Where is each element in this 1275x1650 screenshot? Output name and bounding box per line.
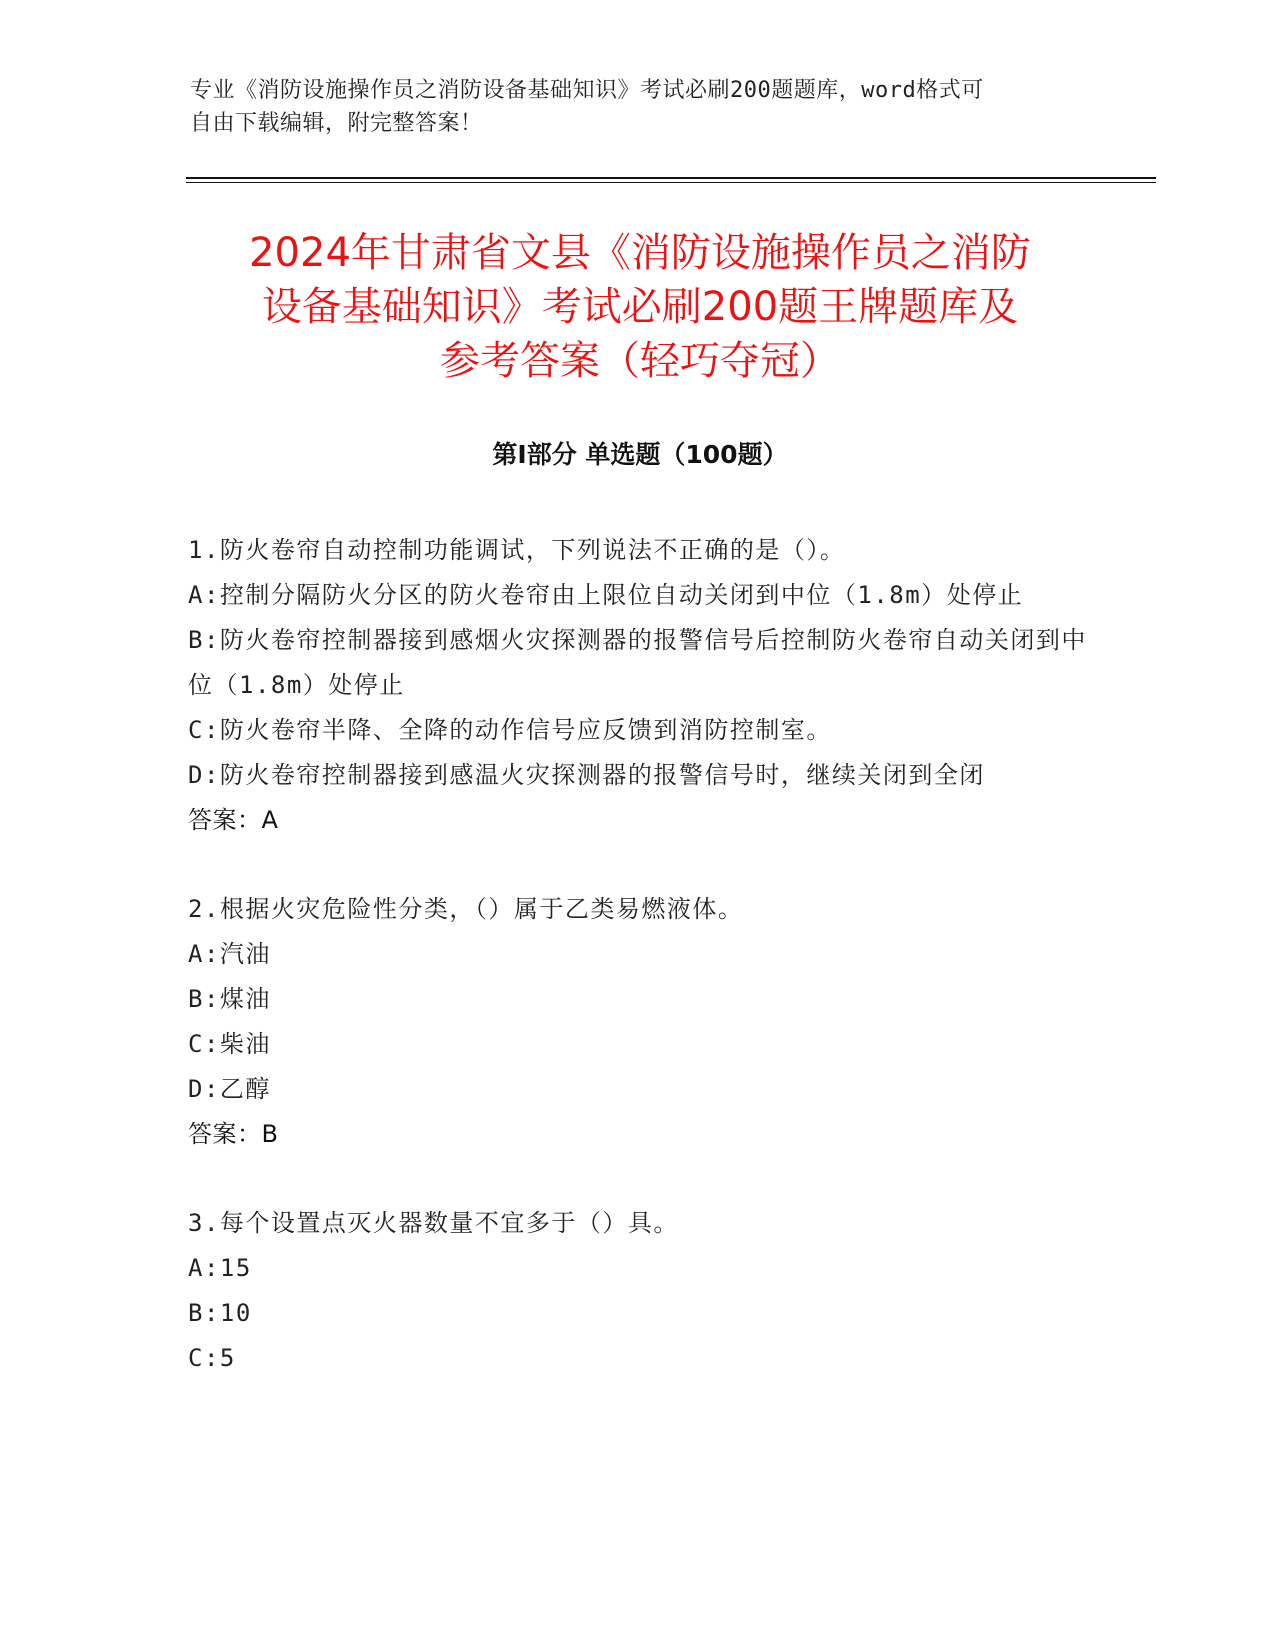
question-stem: 3.每个设置点灭火器数量不宜多于（）具。 <box>188 1209 679 1237</box>
question-option: A:汽油 <box>188 940 271 968</box>
question-item <box>188 887 1088 1157</box>
question-option: D:乙醇 <box>188 1075 271 1103</box>
question-item <box>188 1201 1088 1381</box>
question-stem: 1.防火卷帘自动控制功能调试，下列说法不正确的是（）。 <box>188 536 846 564</box>
document-title <box>160 226 1120 388</box>
title-line: 2024年甘肃省文县《消防设施操作员之消防 <box>249 230 1031 276</box>
question-option: C:柴油 <box>188 1030 271 1058</box>
question-stem: 2.根据火灾危险性分类，（）属于乙类易燃液体。 <box>188 895 744 923</box>
question-list <box>188 528 1088 1425</box>
question-answer: 答案：A <box>188 806 279 834</box>
header-note <box>190 74 1070 140</box>
question-option: A:15 <box>188 1254 252 1282</box>
header-note-line: 自由下载编辑，附完整答案！ <box>190 111 483 136</box>
question-option: C:5 <box>188 1344 236 1372</box>
question-option: A:控制分隔防火分区的防火卷帘由上限位自动关闭到中位（1.8m）处停止 <box>188 581 1024 609</box>
question-answer: 答案：B <box>188 1120 279 1148</box>
title-line: 参考答案（轻巧夺冠） <box>440 338 840 384</box>
question-option: B:10 <box>188 1299 252 1327</box>
question-option: D:防火卷帘控制器接到感温火灾探测器的报警信号时，继续关闭到全闭 <box>188 761 985 789</box>
question-item <box>188 528 1088 843</box>
header-rule-thin <box>186 182 1156 183</box>
question-option: B:煤油 <box>188 985 271 1013</box>
question-option: C:防火卷帘半降、全降的动作信号应反馈到消防控制室。 <box>188 716 832 744</box>
question-option: B:防火卷帘控制器接到感烟火灾探测器的报警信号后控制防火卷帘自动关闭到中位（1.8m）处停止 <box>188 626 1087 699</box>
title-line: 设备基础知识》考试必刷200题王牌题库及 <box>261 284 1019 330</box>
header-rule-thick <box>186 177 1156 179</box>
header-note-line: 专业《消防设施操作员之消防设备基础知识》考试必刷200题题库，word格式可 <box>190 78 984 103</box>
section-title: 第Ⅰ部分 单选题（100题） <box>492 440 788 469</box>
